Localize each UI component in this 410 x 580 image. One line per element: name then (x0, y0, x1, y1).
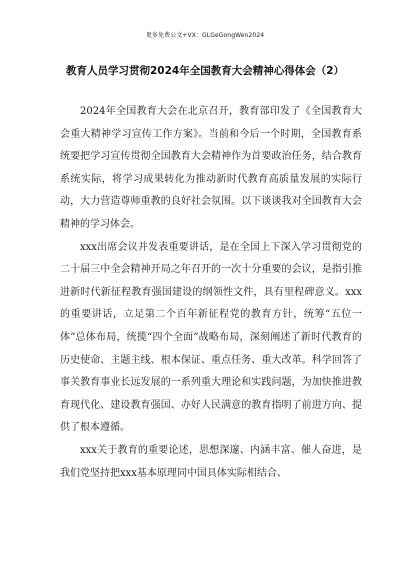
document-title: 教育人员学习贯彻2024年全国教育大会精神心得体会（2） (65, 65, 345, 77)
body-paragraph: 2024年全国教育大会在北京召开，教育部印发了《全国教育大会重大精神学习宣传工作方案》。当前和今后一个时期，全国教育系统要把学习宣传贯彻全国教育大会精神作为首要政治任务，结合教育系统实际，将学习成果转化为推动新时代教育高质量发展的实际行动，大力营造尊师重教的良好社会氛围。以下谈谈我对全国教育大会精神的学习体会。 (60, 106, 362, 230)
body-paragraph: xxx关于教育的重要论述，思想深邃、内涵丰富、催人奋进，是我们党坚持把xxx基本原理同中国具体实际相结合、 (60, 444, 362, 479)
document-body (60, 101, 362, 485)
header-note: 更多免费公文+VX：GLGeGongWen2024 (145, 32, 265, 39)
body-paragraph: xxx出席会议并发表重要讲话，是在全国上下深入学习贯彻党的二十届三中全会精神开局之年召开的一次十分重要的会议，是指引推进新时代新征程教育强国建设的纲领性文件，具有里程碑意义。xxx的重要讲话，立足第二个百年新征程党的教育方针，统筹“五位一体”总体布局，统揽“四个全面”战略布局，深刻阐述了新时代教育的历史使命、主题主线、根本保证、重点任务、重大改革。科学回答了事关教育事业长远发展的一系列重大理论和实践问题，为加快推进教育现代化、建设教育强国、办好人民满意的教育指明了前进方向、提供了根本遵循。 (60, 241, 362, 434)
